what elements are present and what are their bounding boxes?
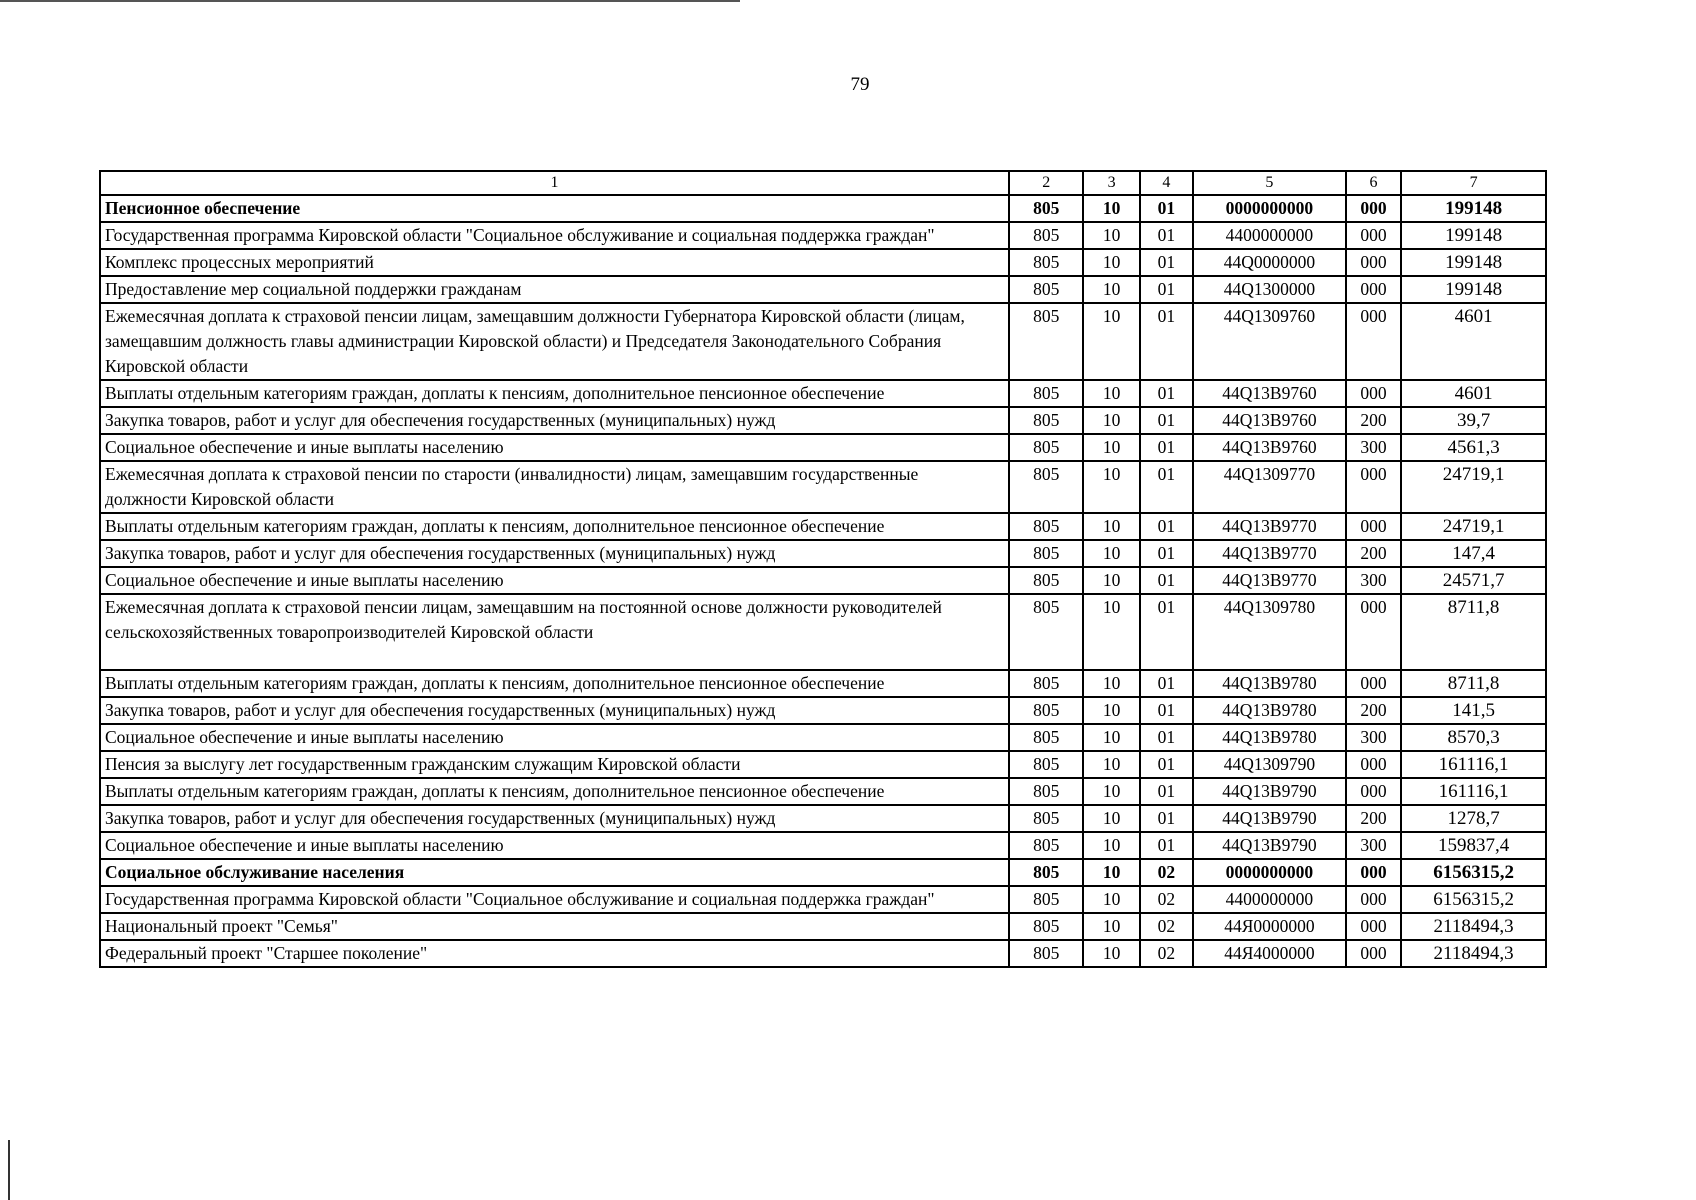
row-section-cell: 10	[1083, 303, 1139, 380]
scan-margin-mark	[8, 1140, 10, 1200]
row-subsection-cell: 02	[1140, 859, 1193, 886]
header-cell-5: 5	[1193, 171, 1346, 195]
row-target-article-cell: 44Q13B9780	[1193, 697, 1346, 724]
row-admin-code-cell: 805	[1009, 303, 1083, 380]
page-number: 79	[850, 74, 870, 95]
row-target-article-cell: 44Q13B9770	[1193, 540, 1346, 567]
row-expense-type-cell: 300	[1346, 832, 1401, 859]
row-subsection-cell: 02	[1140, 940, 1193, 967]
row-expense-type-cell: 000	[1346, 513, 1401, 540]
row-target-article-cell: 44Q0000000	[1193, 249, 1346, 276]
row-expense-type-cell: 000	[1346, 913, 1401, 940]
row-subsection-cell: 01	[1140, 434, 1193, 461]
row-name-cell: Социальное обслуживание населения	[100, 859, 1009, 886]
row-subsection-cell: 01	[1140, 805, 1193, 832]
row-section-cell: 10	[1083, 940, 1139, 967]
row-admin-code-cell: 805	[1009, 697, 1083, 724]
table-row	[100, 805, 1546, 832]
row-subsection-cell: 01	[1140, 540, 1193, 567]
row-target-article-cell: 44Q13B9770	[1193, 567, 1346, 594]
row-section-cell: 10	[1083, 724, 1139, 751]
row-amount-cell: 24719,1	[1401, 461, 1546, 513]
row-amount-cell: 199148	[1401, 249, 1546, 276]
row-section-cell: 10	[1083, 249, 1139, 276]
row-admin-code-cell: 805	[1009, 913, 1083, 940]
row-name-cell: Выплаты отдельным категориям граждан, доплаты к пенсиям, дополнительное пенсионное обеспечение	[100, 670, 1009, 697]
row-target-article-cell: 44Q13B9770	[1193, 513, 1346, 540]
row-section-cell: 10	[1083, 697, 1139, 724]
row-expense-type-cell: 300	[1346, 434, 1401, 461]
row-expense-type-cell: 000	[1346, 303, 1401, 380]
row-section-cell: 10	[1083, 805, 1139, 832]
row-section-cell: 10	[1083, 540, 1139, 567]
row-section-cell: 10	[1083, 859, 1139, 886]
table-row	[100, 249, 1546, 276]
row-subsection-cell: 01	[1140, 724, 1193, 751]
row-target-article-cell: 44Я0000000	[1193, 913, 1346, 940]
row-expense-type-cell: 000	[1346, 461, 1401, 513]
row-subsection-cell: 01	[1140, 303, 1193, 380]
row-section-cell: 10	[1083, 195, 1139, 222]
table-row	[100, 594, 1546, 670]
table-row	[100, 303, 1546, 380]
row-subsection-cell: 01	[1140, 751, 1193, 778]
row-amount-cell: 2118494,3	[1401, 940, 1546, 967]
row-admin-code-cell: 805	[1009, 567, 1083, 594]
budget-table	[99, 170, 1547, 968]
table-row	[100, 195, 1546, 222]
row-section-cell: 10	[1083, 461, 1139, 513]
row-section-cell: 10	[1083, 832, 1139, 859]
row-section-cell: 10	[1083, 751, 1139, 778]
row-target-article-cell: 44Q1309760	[1193, 303, 1346, 380]
row-admin-code-cell: 805	[1009, 886, 1083, 913]
header-cell-3: 3	[1083, 171, 1139, 195]
row-subsection-cell: 01	[1140, 380, 1193, 407]
row-amount-cell: 39,7	[1401, 407, 1546, 434]
row-amount-cell: 161116,1	[1401, 751, 1546, 778]
row-admin-code-cell: 805	[1009, 670, 1083, 697]
row-target-article-cell: 44Q13B9760	[1193, 407, 1346, 434]
row-name-cell: Ежемесячная доплата к страховой пенсии лицам, замещавшим на постоянной основе должности руководителей сельскохозяйственных товаропроизводителей Кировской области	[100, 594, 1009, 670]
row-name-cell: Федеральный проект "Старшее поколение"	[100, 940, 1009, 967]
table-row	[100, 434, 1546, 461]
row-amount-cell: 4601	[1401, 380, 1546, 407]
row-name-cell: Ежемесячная доплата к страховой пенсии по старости (инвалидности) лицам, замещавшим государственные должности Кировской области	[100, 461, 1009, 513]
row-admin-code-cell: 805	[1009, 407, 1083, 434]
row-expense-type-cell: 000	[1346, 276, 1401, 303]
scan-edge-line	[0, 0, 740, 2]
row-amount-cell: 199148	[1401, 276, 1546, 303]
row-target-article-cell: 44Q1300000	[1193, 276, 1346, 303]
row-amount-cell: 147,4	[1401, 540, 1546, 567]
row-admin-code-cell: 805	[1009, 940, 1083, 967]
row-section-cell: 10	[1083, 380, 1139, 407]
row-admin-code-cell: 805	[1009, 540, 1083, 567]
row-section-cell: 10	[1083, 407, 1139, 434]
row-target-article-cell: 4400000000	[1193, 222, 1346, 249]
row-name-cell: Социальное обеспечение и иные выплаты населению	[100, 832, 1009, 859]
row-expense-type-cell: 000	[1346, 380, 1401, 407]
row-admin-code-cell: 805	[1009, 751, 1083, 778]
row-amount-cell: 24719,1	[1401, 513, 1546, 540]
row-name-cell: Закупка товаров, работ и услуг для обеспечения государственных (муниципальных) нужд	[100, 407, 1009, 434]
row-expense-type-cell: 000	[1346, 859, 1401, 886]
row-expense-type-cell: 200	[1346, 407, 1401, 434]
table-row	[100, 724, 1546, 751]
row-name-cell: Ежемесячная доплата к страховой пенсии лицам, замещавшим должности Губернатора Кировской области (лицам, замещавшим должность главы администрации Кировской области) и Председателя Законодательного Собрания Кировской области	[100, 303, 1009, 380]
row-admin-code-cell: 805	[1009, 724, 1083, 751]
row-name-cell: Комплекс процессных мероприятий	[100, 249, 1009, 276]
row-subsection-cell: 01	[1140, 276, 1193, 303]
header-cell-7: 7	[1401, 171, 1546, 195]
table-row	[100, 513, 1546, 540]
row-name-cell: Закупка товаров, работ и услуг для обеспечения государственных (муниципальных) нужд	[100, 805, 1009, 832]
row-name-cell: Выплаты отдельным категориям граждан, доплаты к пенсиям, дополнительное пенсионное обеспечение	[100, 380, 1009, 407]
row-expense-type-cell: 000	[1346, 670, 1401, 697]
row-target-article-cell: 0000000000	[1193, 195, 1346, 222]
row-name-cell: Социальное обеспечение и иные выплаты населению	[100, 724, 1009, 751]
row-expense-type-cell: 200	[1346, 697, 1401, 724]
row-subsection-cell: 01	[1140, 407, 1193, 434]
row-target-article-cell: 4400000000	[1193, 886, 1346, 913]
row-target-article-cell: 44Q13B9790	[1193, 805, 1346, 832]
table-row	[100, 751, 1546, 778]
row-section-cell: 10	[1083, 513, 1139, 540]
table-body	[100, 171, 1546, 967]
row-admin-code-cell: 805	[1009, 380, 1083, 407]
header-cell-4: 4	[1140, 171, 1193, 195]
row-admin-code-cell: 805	[1009, 832, 1083, 859]
row-target-article-cell: 44Q13B9790	[1193, 832, 1346, 859]
row-subsection-cell: 01	[1140, 513, 1193, 540]
table-row	[100, 567, 1546, 594]
row-expense-type-cell: 000	[1346, 751, 1401, 778]
row-name-cell: Пенсия за выслугу лет государственным гражданским служащим Кировской области	[100, 751, 1009, 778]
table-row	[100, 540, 1546, 567]
row-amount-cell: 6156315,2	[1401, 886, 1546, 913]
table-header-row	[100, 171, 1546, 195]
row-name-cell: Закупка товаров, работ и услуг для обеспечения государственных (муниципальных) нужд	[100, 540, 1009, 567]
row-subsection-cell: 02	[1140, 886, 1193, 913]
row-expense-type-cell: 200	[1346, 540, 1401, 567]
row-subsection-cell: 01	[1140, 249, 1193, 276]
row-target-article-cell: 0000000000	[1193, 859, 1346, 886]
table-row	[100, 778, 1546, 805]
row-target-article-cell: 44Q13B9780	[1193, 724, 1346, 751]
row-section-cell: 10	[1083, 886, 1139, 913]
row-amount-cell: 24571,7	[1401, 567, 1546, 594]
table-row	[100, 670, 1546, 697]
row-amount-cell: 8711,8	[1401, 594, 1546, 670]
row-section-cell: 10	[1083, 913, 1139, 940]
row-amount-cell: 8570,3	[1401, 724, 1546, 751]
header-cell-2: 2	[1009, 171, 1083, 195]
row-target-article-cell: 44Q1309790	[1193, 751, 1346, 778]
row-admin-code-cell: 805	[1009, 805, 1083, 832]
row-admin-code-cell: 805	[1009, 249, 1083, 276]
row-subsection-cell: 01	[1140, 670, 1193, 697]
table-row	[100, 407, 1546, 434]
row-target-article-cell: 44Q13B9790	[1193, 778, 1346, 805]
table-row	[100, 697, 1546, 724]
row-admin-code-cell: 805	[1009, 778, 1083, 805]
row-target-article-cell: 44Q1309780	[1193, 594, 1346, 670]
row-target-article-cell: 44Q13B9760	[1193, 380, 1346, 407]
row-expense-type-cell: 000	[1346, 249, 1401, 276]
table-row	[100, 276, 1546, 303]
row-subsection-cell: 02	[1140, 913, 1193, 940]
row-amount-cell: 6156315,2	[1401, 859, 1546, 886]
row-name-cell: Социальное обеспечение и иные выплаты населению	[100, 434, 1009, 461]
row-subsection-cell: 01	[1140, 778, 1193, 805]
row-amount-cell: 141,5	[1401, 697, 1546, 724]
row-expense-type-cell: 300	[1346, 724, 1401, 751]
table-row	[100, 886, 1546, 913]
row-name-cell: Государственная программа Кировской области "Социальное обслуживание и социальная поддержка граждан"	[100, 222, 1009, 249]
row-admin-code-cell: 805	[1009, 594, 1083, 670]
row-subsection-cell: 01	[1140, 567, 1193, 594]
row-amount-cell: 4601	[1401, 303, 1546, 380]
row-section-cell: 10	[1083, 434, 1139, 461]
row-expense-type-cell: 300	[1346, 567, 1401, 594]
row-target-article-cell: 44Q1309770	[1193, 461, 1346, 513]
row-expense-type-cell: 000	[1346, 222, 1401, 249]
table-row	[100, 380, 1546, 407]
header-cell-1: 1	[100, 171, 1009, 195]
row-amount-cell: 161116,1	[1401, 778, 1546, 805]
table-row	[100, 222, 1546, 249]
row-admin-code-cell: 805	[1009, 222, 1083, 249]
row-admin-code-cell: 805	[1009, 859, 1083, 886]
row-subsection-cell: 01	[1140, 594, 1193, 670]
row-name-cell: Выплаты отдельным категориям граждан, доплаты к пенсиям, дополнительное пенсионное обеспечение	[100, 513, 1009, 540]
row-section-cell: 10	[1083, 594, 1139, 670]
table-row	[100, 859, 1546, 886]
row-amount-cell: 2118494,3	[1401, 913, 1546, 940]
row-admin-code-cell: 805	[1009, 276, 1083, 303]
row-subsection-cell: 01	[1140, 195, 1193, 222]
row-amount-cell: 4561,3	[1401, 434, 1546, 461]
table-row	[100, 913, 1546, 940]
table-row	[100, 940, 1546, 967]
row-admin-code-cell: 805	[1009, 195, 1083, 222]
row-name-cell: Пенсионное обеспечение	[100, 195, 1009, 222]
header-cell-6: 6	[1346, 171, 1401, 195]
row-expense-type-cell: 000	[1346, 778, 1401, 805]
row-name-cell: Предоставление мер социальной поддержки гражданам	[100, 276, 1009, 303]
row-subsection-cell: 01	[1140, 697, 1193, 724]
row-name-cell: Социальное обеспечение и иные выплаты населению	[100, 567, 1009, 594]
row-amount-cell: 199148	[1401, 195, 1546, 222]
row-expense-type-cell: 000	[1346, 195, 1401, 222]
row-target-article-cell: 44Q13B9780	[1193, 670, 1346, 697]
row-expense-type-cell: 200	[1346, 805, 1401, 832]
row-section-cell: 10	[1083, 670, 1139, 697]
table-row	[100, 832, 1546, 859]
row-expense-type-cell: 000	[1346, 594, 1401, 670]
row-admin-code-cell: 805	[1009, 434, 1083, 461]
row-name-cell: Национальный проект "Семья"	[100, 913, 1009, 940]
row-section-cell: 10	[1083, 222, 1139, 249]
row-admin-code-cell: 805	[1009, 461, 1083, 513]
row-admin-code-cell: 805	[1009, 513, 1083, 540]
row-target-article-cell: 44Q13B9760	[1193, 434, 1346, 461]
row-amount-cell: 159837,4	[1401, 832, 1546, 859]
row-name-cell: Выплаты отдельным категориям граждан, доплаты к пенсиям, дополнительное пенсионное обеспечение	[100, 778, 1009, 805]
row-expense-type-cell: 000	[1346, 886, 1401, 913]
table-row	[100, 461, 1546, 513]
row-subsection-cell: 01	[1140, 461, 1193, 513]
row-expense-type-cell: 000	[1346, 940, 1401, 967]
row-amount-cell: 1278,7	[1401, 805, 1546, 832]
row-subsection-cell: 01	[1140, 832, 1193, 859]
row-section-cell: 10	[1083, 778, 1139, 805]
row-section-cell: 10	[1083, 567, 1139, 594]
row-name-cell: Закупка товаров, работ и услуг для обеспечения государственных (муниципальных) нужд	[100, 697, 1009, 724]
row-amount-cell: 8711,8	[1401, 670, 1546, 697]
row-section-cell: 10	[1083, 276, 1139, 303]
row-subsection-cell: 01	[1140, 222, 1193, 249]
row-name-cell: Государственная программа Кировской области "Социальное обслуживание и социальная поддержка граждан"	[100, 886, 1009, 913]
row-amount-cell: 199148	[1401, 222, 1546, 249]
row-target-article-cell: 44Я4000000	[1193, 940, 1346, 967]
